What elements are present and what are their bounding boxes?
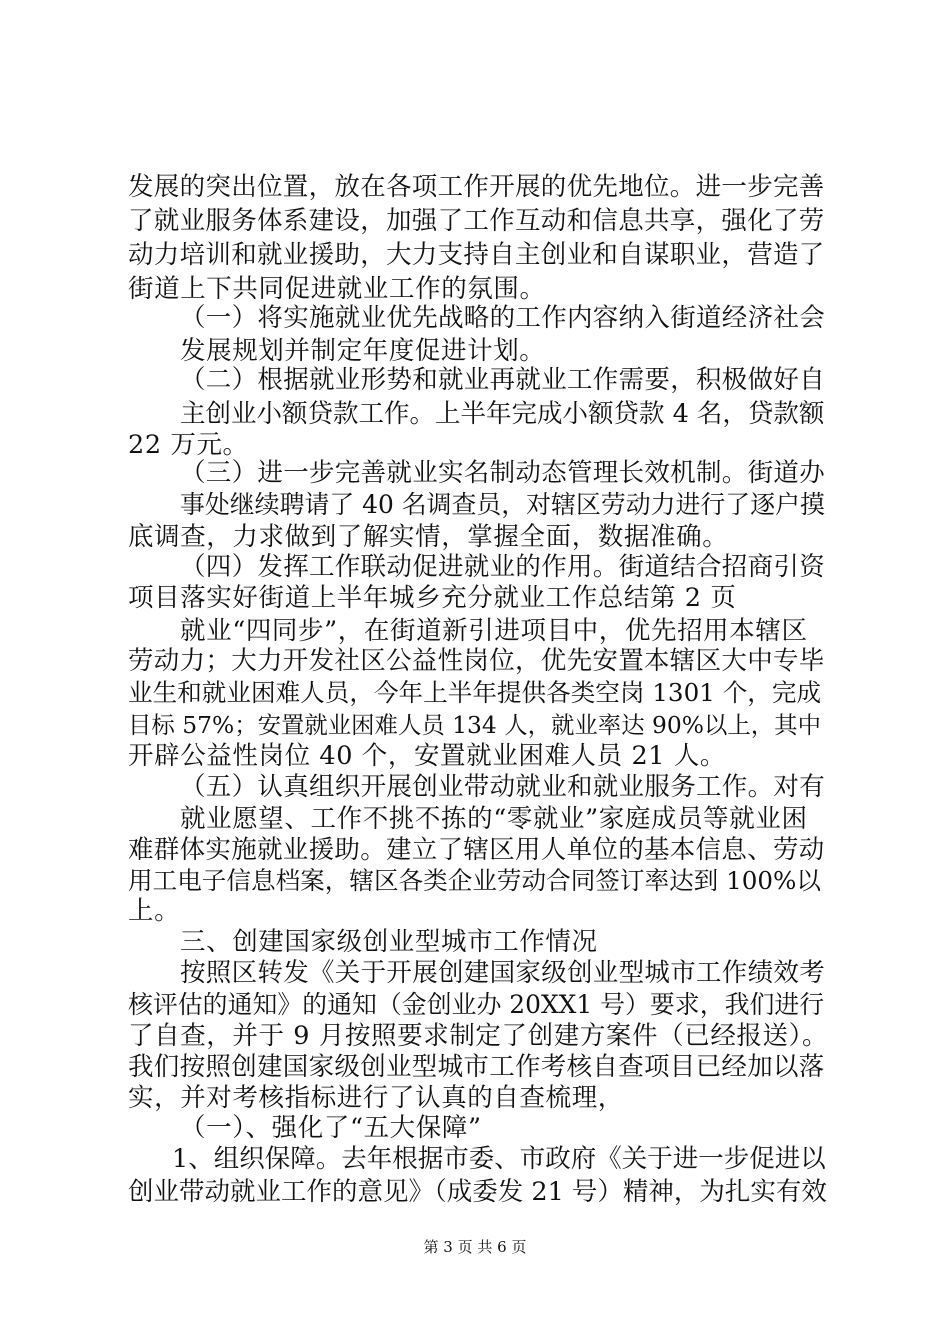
text-line: 创业带动就业工作的意见》（成委发 21 号）精神，为扎实有效 xyxy=(128,1177,827,1207)
text-line: 开辟公益性岗位 40 个，安置就业困难人员 21 人。 xyxy=(128,741,727,771)
text-line: 目标 57%；安置就业困难人员 134 人，就业率达 90%以上，其中 xyxy=(128,711,821,739)
text-line: 用工电子信息档案，辖区各类企业劳动合同签订率达到 100%以 xyxy=(128,866,821,895)
text-line: 项目落实好街道上半年城乡充分就业工作总结第 2 页 xyxy=(128,583,737,613)
text-line: 街道上下共同促进就业工作的氛围。 xyxy=(128,274,546,304)
text-line: 实，并对考核指标进行了认真的自查梳理， xyxy=(128,1083,624,1113)
text-line: 发展规划并制定年度促进计划。 xyxy=(180,336,546,366)
text-line: 就业“四同步”，在街道新引进项目中，优先招用本辖区 xyxy=(180,616,808,646)
text-line: （一）将实施就业优先战略的工作内容纳入街道经济社会 xyxy=(180,303,826,333)
text-line: （二）根据就业形势和就业再就业工作需要，积极做好自 xyxy=(180,365,826,395)
text-line: 底调查，力求做到了解实情，掌握全面，数据准确。 xyxy=(128,522,729,552)
text-line: 事处继续聘请了 40 名调查员，对辖区劳动力进行了逐户摸 xyxy=(180,490,825,519)
text-line: 了自查，并于 9 月按照要求制定了创建方案件（已经报送）。 xyxy=(128,1021,829,1051)
text-line: （五）认真组织开展创业带动就业和就业服务工作。对有 xyxy=(180,772,826,802)
text-line: 发展的突出位置，放在各项工作开展的优先地位。进一步完善 xyxy=(128,172,825,202)
text-line: （四）发挥工作联动促进就业的作用。街道结合招商引资 xyxy=(180,552,826,582)
text-line: 1、组织保障。去年根据市委、市政府《关于进一步促进以 xyxy=(172,1144,826,1174)
subsection-heading: （一）、强化了“五大保障” xyxy=(180,1113,482,1143)
text-line: 我们按照创建国家级创业型城市工作考核自查项目已经加以落 xyxy=(128,1052,825,1082)
text-line: 业生和就业困难人员，今年上半年提供各类空岗 1301 个，完成 xyxy=(128,678,822,707)
text-line: 劳动力；大力开发社区公益性岗位，优先安置本辖区大中专毕 xyxy=(128,646,825,676)
text-line: 主创业小额贷款工作。上半年完成小额贷款 4 名，贷款额 xyxy=(180,399,825,429)
text-line: 动力培训和就业援助，大力支持自主创业和自谋职业，营造了 xyxy=(128,240,825,270)
text-line: 就业愿望、工作不挑不拣的“零就业”家庭成员等就业困 xyxy=(180,804,808,834)
text-line: （三）进一步完善就业实名制动态管理长效机制。街道办 xyxy=(180,458,826,488)
text-line: 上。 xyxy=(128,896,181,926)
text-line: 22 万元。 xyxy=(128,430,249,460)
text-line: 了就业服务体系建设，加强了工作互动和信息共享，强化了劳 xyxy=(128,206,825,236)
text-line: 按照区转发《关于开展创建国家级创业型城市工作绩效考 xyxy=(180,958,826,988)
text-line: 核评估的通知》的通知（金创业办 20XX1 号）要求，我们进行 xyxy=(128,990,825,1019)
page-number-footer: 第 3 页 共 6 页 xyxy=(423,1238,527,1256)
text-line: 难群体实施就业援助。建立了辖区用人单位的基本信息、劳动 xyxy=(128,835,825,865)
section-heading: 三、创建国家级创业型城市工作情况 xyxy=(180,927,598,957)
